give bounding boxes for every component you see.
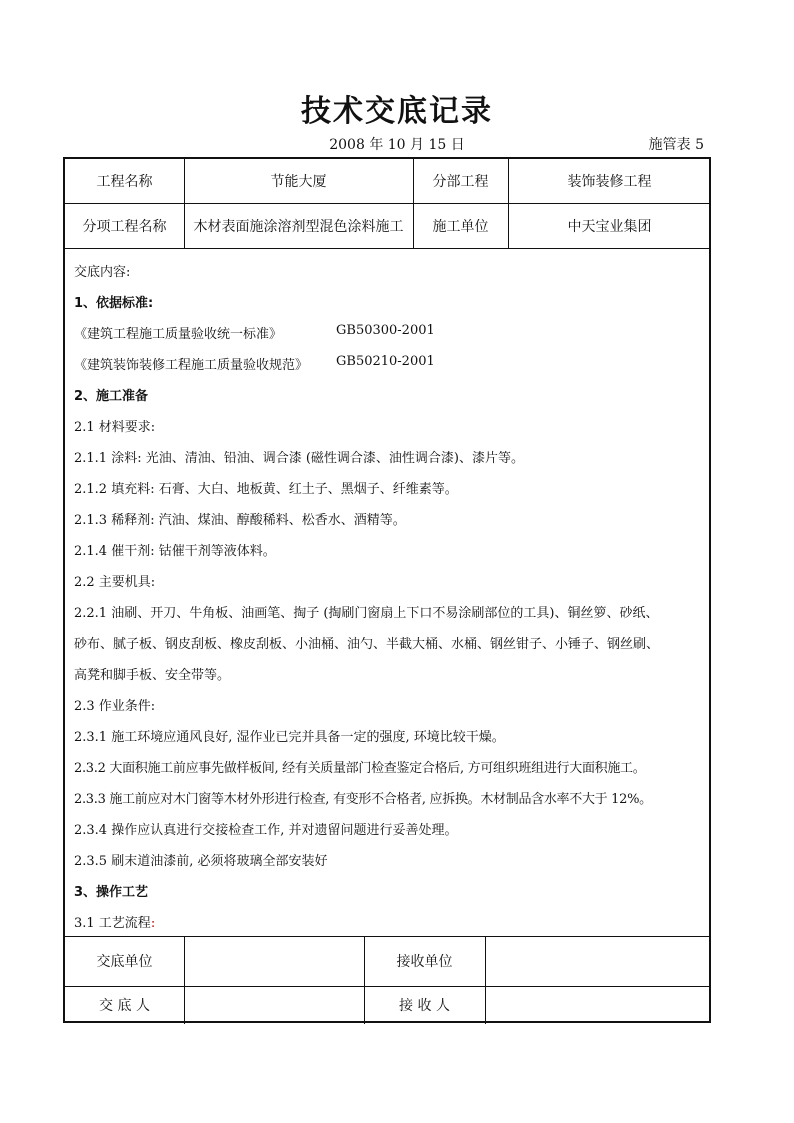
contractor-label: 施工单位 <box>432 218 489 235</box>
subitem-value: 木材表面施涂溶剂型混色涂料施工 <box>193 218 404 235</box>
standard-item <box>74 323 435 342</box>
paragraph: 2.1.2 填充料: 石膏、大白、地板黄、红土子、黑烟子、纤维素等。 <box>74 482 458 497</box>
section-heading: 1、依据标准: <box>74 296 154 311</box>
issuer-label: 交 底 人 <box>99 997 150 1014</box>
paragraph: 2.1.4 催干剂: 钴催干剂等液体料。 <box>74 544 276 559</box>
standard-code: GB50300-2001 <box>336 323 435 338</box>
receiver-unit-field[interactable] <box>485 936 711 986</box>
paragraph: 2.3.1 施工环境应通风良好, 湿作业已完并具备一定的强度, 环境比较干燥。 <box>74 730 505 745</box>
row-divider <box>65 248 709 249</box>
paragraph: 2.1.1 涂料: 光油、清油、铅油、调合漆 (磁性调合漆、油性调合漆)、漆片等。 <box>74 451 524 466</box>
paragraph: 2.1 材料要求: <box>74 420 156 435</box>
project-name-label: 工程名称 <box>96 174 153 190</box>
paragraph: 2.3.2 大面积施工前应事先做样板间, 经有关质量部门检查鉴定合格后, 方可组织班组进行大面积施工。 <box>74 761 646 776</box>
issuer-unit-label: 交底单位 <box>96 954 153 970</box>
paragraph: 2.2.1 油刷、开刀、牛角板、油画笔、掏子 (掏刷门窗扇上下口不易涂刷部位的工具)、铜丝箩、砂纸、 <box>74 606 659 621</box>
section-heading: 2、施工准备 <box>74 389 149 404</box>
receiver-unit-label: 接收单位 <box>396 954 453 970</box>
standard-code: GB50210-2001 <box>336 354 435 369</box>
paragraph <box>74 912 155 931</box>
paragraph: 2.3 作业条件: <box>74 699 156 714</box>
document-date: 2008 年 10 月 15 日 <box>329 137 465 153</box>
division-label: 分部工程 <box>432 174 489 190</box>
form-number: 施管表 5 <box>648 137 704 153</box>
paragraph: 砂布、腻子板、钢皮刮板、橡皮刮板、小油桶、油勺、半截大桶、水桶、钢丝钳子、小锤子、钢丝刷、 <box>74 637 660 652</box>
document-title: 技术交底记录 <box>301 94 493 129</box>
process-flow-label: 3.1 工艺流程 <box>74 916 151 931</box>
division-value: 装饰装修工程 <box>567 174 652 190</box>
issuer-signature-field[interactable] <box>184 986 364 1023</box>
paragraph: 2.3.5 刷末道油漆前, 必须将玻璃全部安装好 <box>74 854 328 869</box>
paragraph: 2.1.3 稀释剂: 汽油、煤油、醇酸稀料、松香水、酒精等。 <box>74 513 406 528</box>
standard-item <box>74 354 435 373</box>
contractor-value: 中天宝业集团 <box>567 218 652 235</box>
paragraph: 2.3.3 施工前应对木门窗等木材外形进行检查, 有变形不合格者, 应拆换。木材制品含水率不大于 12%。 <box>74 792 652 807</box>
paragraph: 2.3.4 操作应认真进行交接检查工作, 并对遗留问题进行妥善处理。 <box>74 823 458 838</box>
standard-name: 《建筑装饰装修工程施工质量验收规范》 <box>74 358 309 373</box>
record-table <box>63 157 711 1023</box>
project-name-value: 节能大厦 <box>270 174 327 190</box>
paragraph: 2.2 主要机具: <box>74 575 156 590</box>
subitem-label: 分项工程名称 <box>82 218 167 235</box>
receiver-signature-field[interactable] <box>485 986 711 1023</box>
section-heading: 3、操作工艺 <box>74 885 149 900</box>
process-flow-colon: : <box>150 916 156 931</box>
standard-name: 《建筑工程施工质量验收统一标准》 <box>74 327 283 342</box>
issuer-unit-field[interactable] <box>184 936 364 986</box>
content-label: 交底内容: <box>74 265 131 280</box>
paragraph: 高凳和脚手板、安全带等。 <box>74 668 231 683</box>
receiver-label: 接 收 人 <box>399 997 450 1014</box>
